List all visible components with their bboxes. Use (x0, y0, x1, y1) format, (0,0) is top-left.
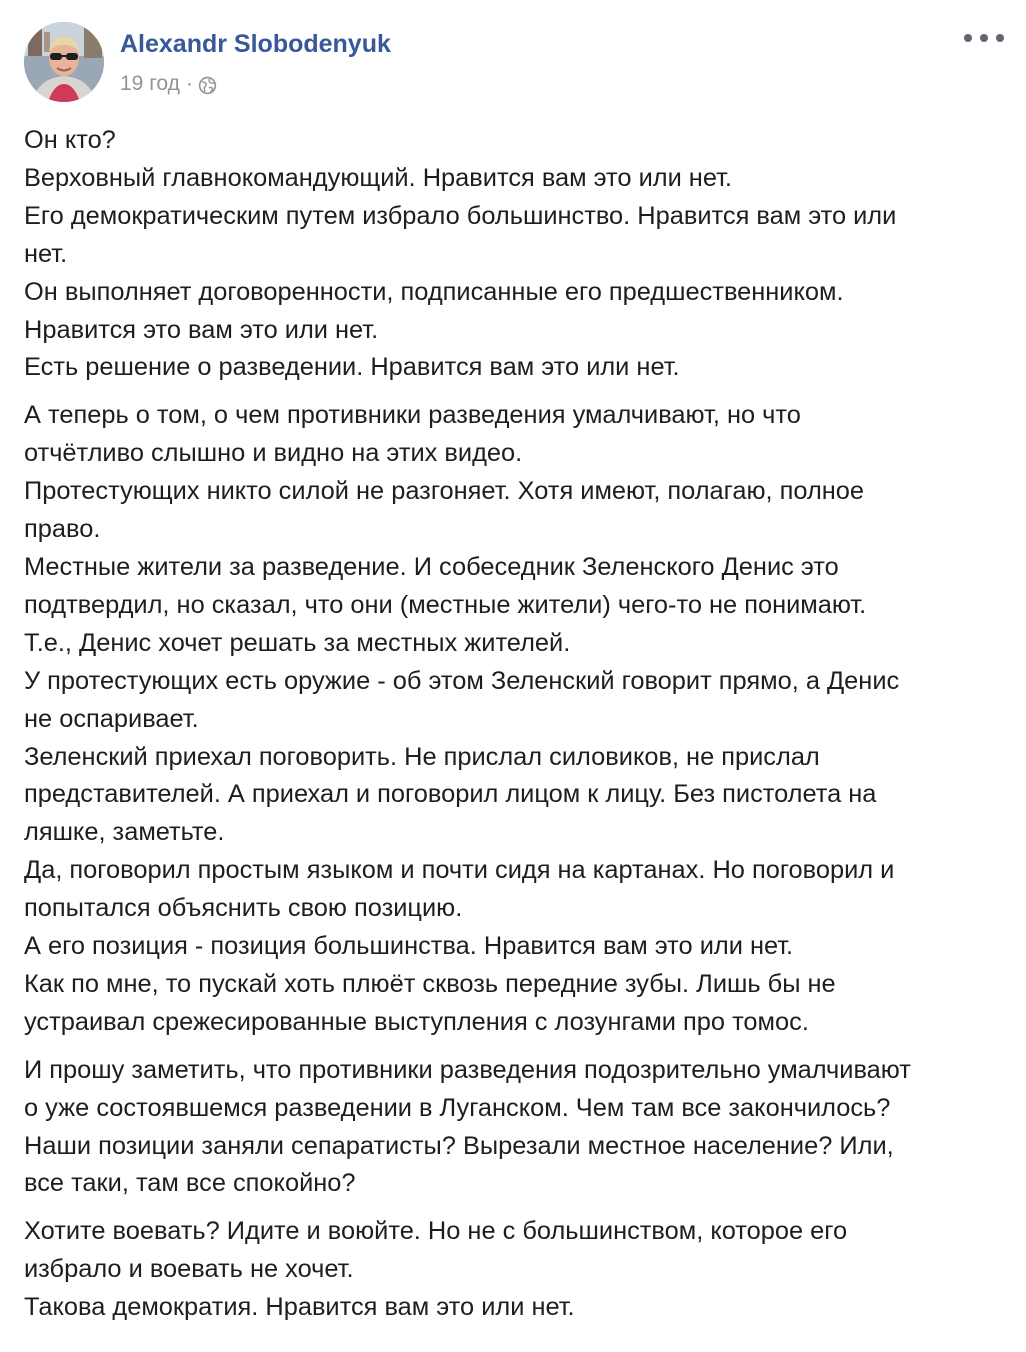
post-text-line: Как по мне, то пускай хоть плюёт сквозь передние зубы. Лишь бы не (24, 969, 836, 998)
more-dot (980, 34, 988, 42)
post-text-line: не оспаривает. (24, 704, 199, 733)
post-text-line: Есть решение о разведении. Нравится вам это или нет. (24, 353, 680, 382)
post-text-line: Протестующих никто силой не разгоняет. Хотя имеют, полагаю, полное (24, 477, 865, 506)
more-dot (964, 34, 972, 42)
post-text-line: Наши позиции заняли сепаратисты? Вырезали местное население? Или, (24, 1131, 894, 1160)
post-text-line: Он кто? (24, 126, 116, 154)
post-text-line: И прошу заметить, что противники разведения подозрительно умалчивают (24, 1055, 911, 1084)
post-text-line: Нравится это вам это или нет. (24, 315, 379, 344)
post-text-line: подтвердил, но сказал, что они (местные жители) чего-то не понимают. (24, 590, 867, 619)
author-name-link[interactable]: Alexandr Slobodenyuk (120, 30, 391, 58)
post-text-line: право. (24, 515, 101, 544)
post-meta (120, 70, 217, 98)
avatar[interactable] (24, 22, 104, 102)
post-text-line: Его демократическим путем избрало большинство. Нравится вам это или (24, 201, 897, 230)
post-text-line: У протестующих есть оружие - об этом Зеленский говорит прямо, а Денис (24, 666, 900, 695)
post-text-line: о уже состоявшемся разведении в Луганском. Чем там все закончилось? (24, 1093, 891, 1122)
post-text-line: отчётливо слышно и видно на этих видео. (24, 439, 523, 468)
post-text-line: Такова демократия. Нравится вам это или нет. (24, 1293, 575, 1322)
post-header (24, 22, 1004, 106)
post-paragraph (24, 1052, 1009, 1204)
post-text-line: нет. (24, 239, 68, 268)
post-text-line: представителей. А приехал и поговорил лицом к лицу. Без пистолета на (24, 780, 877, 809)
post-text-line: Т.е., Денис хочет решать за местных жителей. (24, 628, 571, 657)
post-text-line: Верховный главнокомандующий. Нравится вам это или нет. (24, 163, 732, 192)
globe-icon[interactable] (198, 76, 217, 95)
post-text-line: Да, поговорил простым языком и почти сидя на картанах. Но поговорил и (24, 856, 895, 885)
post-text (24, 122, 1009, 1337)
post-text-line: попытался объяснить свою позицию. (24, 894, 463, 923)
post-paragraph (24, 1213, 1009, 1327)
post-text-line: Местные жители за разведение. И собеседник Зеленского Денис это (24, 552, 839, 581)
more-dot (996, 34, 1004, 42)
post-paragraph (24, 122, 1009, 387)
post-text-line: избрало и воевать не хочет. (24, 1255, 354, 1284)
post-text-line: все таки, там все спокойно? (24, 1169, 356, 1198)
post-text-line: Хотите воевать? Идите и воюйте. Но не с большинством, которое его (24, 1217, 848, 1246)
avatar-photo (24, 22, 104, 102)
post-timestamp[interactable]: 19 год (120, 72, 180, 95)
post-text-line: устраивал срежесированные выступления с лозунгами про томос. (24, 1007, 809, 1036)
post-paragraph (24, 397, 1009, 1041)
post-text-line: Зеленский приехал поговорить. Не прислал силовиков, не прислал (24, 742, 820, 771)
post-text-line: А теперь о том, о чем противники разведения умалчивают, но что (24, 401, 801, 430)
more-options-icon[interactable] (964, 30, 1004, 46)
post-text-line: Он выполняет договоренности, подписанные его предшественником. (24, 277, 844, 306)
post-text-line: А его позиция - позиция большинства. Нравится вам это или нет. (24, 932, 794, 961)
post-text-line: ляшке, заметьте. (24, 818, 225, 847)
meta-separator: · (185, 72, 193, 95)
